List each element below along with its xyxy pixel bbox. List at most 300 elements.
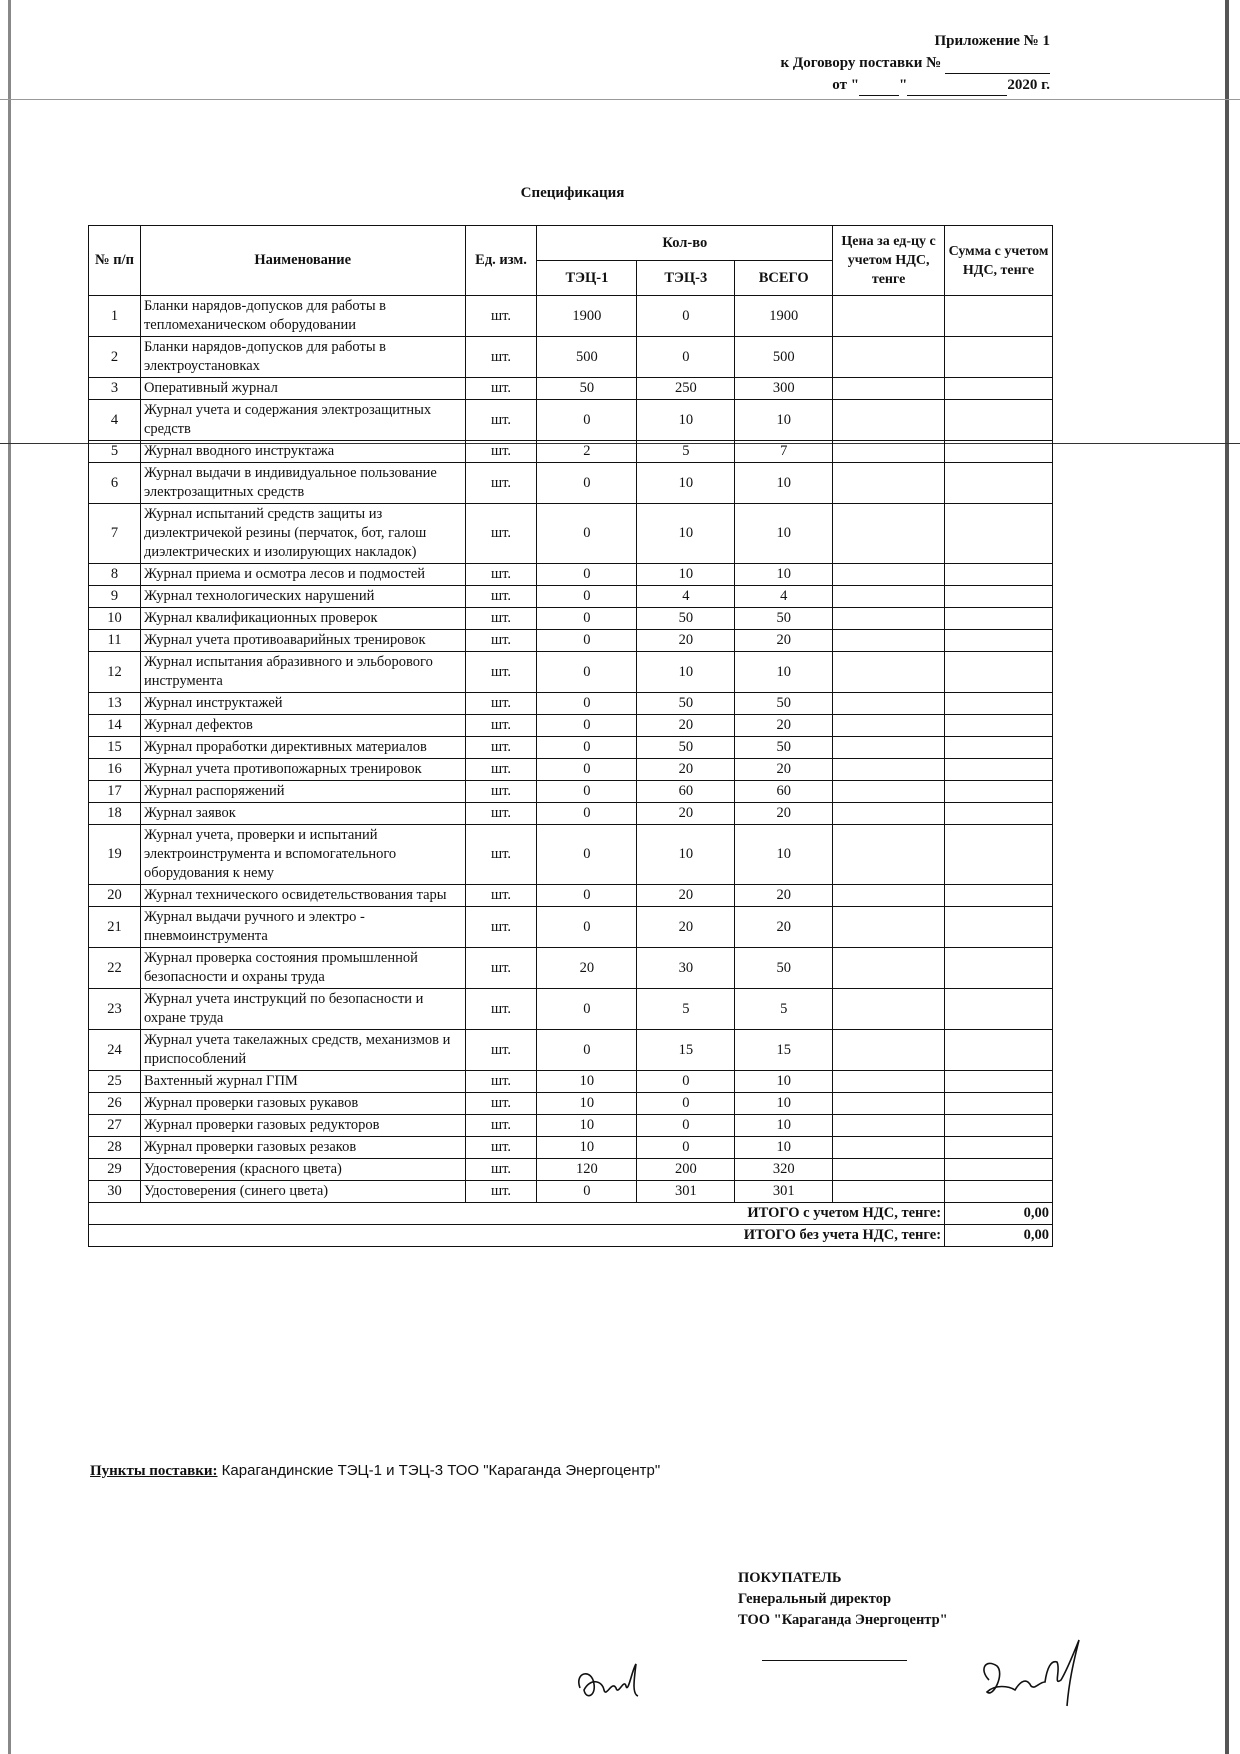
row-qty-tec1: 0	[537, 630, 637, 652]
row-number: 27	[89, 1115, 141, 1137]
row-qty-tec1: 10	[537, 1071, 637, 1093]
row-qty-total: 10	[735, 504, 833, 564]
row-sum	[945, 296, 1053, 337]
row-price	[833, 781, 945, 803]
row-name: Журнал учета, проверки и испытаний электроинструмента и вспомогательного оборудования к нему	[140, 825, 465, 885]
row-qty-tec3: 10	[637, 564, 735, 586]
row-number: 29	[89, 1159, 141, 1181]
row-price	[833, 441, 945, 463]
row-number: 12	[89, 652, 141, 693]
row-qty-tec1: 10	[537, 1115, 637, 1137]
row-qty-total: 20	[735, 715, 833, 737]
col-header-total: ВСЕГО	[735, 261, 833, 296]
col-header-price: Цена за ед-цу с учетом НДС, тенге	[833, 226, 945, 296]
row-name: Журнал испытаний средств защиты из диэлектричекой резины (перчаток, бот, галош диэлектрических и изолирующих накладок)	[140, 504, 465, 564]
row-qty-tec3: 15	[637, 1030, 735, 1071]
row-sum	[945, 652, 1053, 693]
row-qty-total: 10	[735, 400, 833, 441]
col-header-unit: Ед. изм.	[465, 226, 537, 296]
row-unit: шт.	[465, 759, 537, 781]
table-row	[89, 885, 1053, 907]
row-qty-total: 10	[735, 1137, 833, 1159]
row-sum	[945, 1030, 1053, 1071]
total-without-vat-value: 0,00	[945, 1225, 1053, 1247]
row-number: 19	[89, 825, 141, 885]
col-header-tec1: ТЭЦ-1	[537, 261, 637, 296]
row-number: 17	[89, 781, 141, 803]
row-sum	[945, 1137, 1053, 1159]
row-price	[833, 825, 945, 885]
row-number: 8	[89, 564, 141, 586]
row-name: Журнал проверки газовых редукторов	[140, 1115, 465, 1137]
row-sum	[945, 400, 1053, 441]
table-row	[89, 1159, 1053, 1181]
row-qty-tec3: 0	[637, 296, 735, 337]
row-sum	[945, 608, 1053, 630]
row-qty-tec3: 50	[637, 737, 735, 759]
row-number: 24	[89, 1030, 141, 1071]
table-row	[89, 948, 1053, 989]
row-price	[833, 803, 945, 825]
row-sum	[945, 441, 1053, 463]
scan-margin-left	[8, 0, 11, 1754]
row-qty-tec1: 0	[537, 564, 637, 586]
table-row	[89, 989, 1053, 1030]
table-row	[89, 693, 1053, 715]
row-qty-tec3: 10	[637, 463, 735, 504]
row-number: 15	[89, 737, 141, 759]
row-qty-total: 20	[735, 630, 833, 652]
row-unit: шт.	[465, 504, 537, 564]
row-qty-tec3: 10	[637, 825, 735, 885]
row-unit: шт.	[465, 608, 537, 630]
row-number: 7	[89, 504, 141, 564]
row-qty-total: 20	[735, 803, 833, 825]
col-header-name: Наименование	[140, 226, 465, 296]
table-row	[89, 463, 1053, 504]
row-price	[833, 504, 945, 564]
row-number: 25	[89, 1071, 141, 1093]
row-number: 28	[89, 1137, 141, 1159]
row-number: 18	[89, 803, 141, 825]
row-price	[833, 463, 945, 504]
table-row	[89, 803, 1053, 825]
row-unit: шт.	[465, 948, 537, 989]
row-name: Удостоверения (синего цвета)	[140, 1181, 465, 1203]
row-number: 4	[89, 400, 141, 441]
scan-margin-right	[1225, 0, 1229, 1754]
document-title: Спецификация	[520, 185, 625, 201]
row-qty-total: 5	[735, 989, 833, 1030]
delivery-points	[90, 1462, 660, 1480]
row-qty-tec3: 60	[637, 781, 735, 803]
table-row	[89, 1071, 1053, 1093]
row-unit: шт.	[465, 1071, 537, 1093]
signature-line-gap	[742, 1660, 762, 1663]
row-name: Журнал учета противопожарных тренировок	[140, 759, 465, 781]
row-name: Журнал технического освидетельствования тары	[140, 885, 465, 907]
row-qty-tec3: 20	[637, 885, 735, 907]
row-name: Журнал проработки директивных материалов	[140, 737, 465, 759]
row-qty-tec1: 0	[537, 825, 637, 885]
row-name: Журнал проверка состояния промышленной безопасности и охраны труда	[140, 948, 465, 989]
row-price	[833, 337, 945, 378]
total-with-vat-label: ИТОГО с учетом НДС, тенге:	[89, 1203, 945, 1225]
delivery-text: Карагандинские ТЭЦ-1 и ТЭЦ-3 ТОО "Караганда Энергоцентр"	[217, 1462, 661, 1479]
row-sum	[945, 1071, 1053, 1093]
row-qty-tec3: 30	[637, 948, 735, 989]
row-qty-tec1: 0	[537, 463, 637, 504]
row-name: Журнал заявок	[140, 803, 465, 825]
row-price	[833, 737, 945, 759]
row-unit: шт.	[465, 1159, 537, 1181]
row-unit: шт.	[465, 400, 537, 441]
row-qty-tec1: 50	[537, 378, 637, 400]
row-name: Журнал испытания абразивного и эльборового инструмента	[140, 652, 465, 693]
row-name: Оперативный журнал	[140, 378, 465, 400]
row-number: 1	[89, 296, 141, 337]
row-qty-tec3: 20	[637, 715, 735, 737]
row-unit: шт.	[465, 1093, 537, 1115]
row-qty-total: 50	[735, 737, 833, 759]
row-number: 2	[89, 337, 141, 378]
specification-table	[88, 225, 1053, 1247]
row-price	[833, 296, 945, 337]
row-price	[833, 1159, 945, 1181]
row-price	[833, 907, 945, 948]
row-qty-tec1: 0	[537, 989, 637, 1030]
table-row	[89, 441, 1053, 463]
contract-ref: к Договору поставки №	[781, 52, 1050, 74]
row-name: Удостоверения (красного цвета)	[140, 1159, 465, 1181]
row-unit: шт.	[465, 652, 537, 693]
row-qty-tec1: 120	[537, 1159, 637, 1181]
row-qty-tec3: 50	[637, 693, 735, 715]
row-sum	[945, 907, 1053, 948]
row-qty-tec1: 0	[537, 885, 637, 907]
row-qty-tec1: 0	[537, 715, 637, 737]
table-row	[89, 825, 1053, 885]
row-unit: шт.	[465, 825, 537, 885]
row-price	[833, 630, 945, 652]
table-row	[89, 608, 1053, 630]
row-name: Вахтенный журнал ГПМ	[140, 1071, 465, 1093]
table-row	[89, 737, 1053, 759]
row-name: Журнал учета такелажных средств, механизмов и приспособлений	[140, 1030, 465, 1071]
row-unit: шт.	[465, 885, 537, 907]
row-qty-total: 10	[735, 564, 833, 586]
signature-line	[742, 1660, 907, 1661]
row-unit: шт.	[465, 630, 537, 652]
row-number: 22	[89, 948, 141, 989]
row-sum	[945, 825, 1053, 885]
row-qty-total: 20	[735, 759, 833, 781]
total-without-vat-row	[89, 1225, 1053, 1247]
row-name: Журнал проверки газовых рукавов	[140, 1093, 465, 1115]
row-qty-tec3: 4	[637, 586, 735, 608]
row-name: Журнал учета и содержания электрозащитных средств	[140, 400, 465, 441]
table-row	[89, 337, 1053, 378]
row-qty-total: 1900	[735, 296, 833, 337]
table-row	[89, 1181, 1053, 1203]
row-qty-tec1: 0	[537, 781, 637, 803]
row-sum	[945, 1159, 1053, 1181]
row-qty-total: 500	[735, 337, 833, 378]
row-price	[833, 1093, 945, 1115]
row-unit: шт.	[465, 803, 537, 825]
row-qty-total: 50	[735, 608, 833, 630]
row-qty-tec1: 500	[537, 337, 637, 378]
row-qty-total: 50	[735, 693, 833, 715]
row-qty-total: 20	[735, 907, 833, 948]
row-qty-tec3: 10	[637, 652, 735, 693]
row-qty-total: 300	[735, 378, 833, 400]
row-qty-tec1: 20	[537, 948, 637, 989]
row-unit: шт.	[465, 781, 537, 803]
row-qty-tec3: 0	[637, 1115, 735, 1137]
row-qty-tec1: 10	[537, 1137, 637, 1159]
row-sum	[945, 1181, 1053, 1203]
row-number: 26	[89, 1093, 141, 1115]
row-number: 20	[89, 885, 141, 907]
row-number: 9	[89, 586, 141, 608]
table-row	[89, 564, 1053, 586]
row-qty-tec3: 200	[637, 1159, 735, 1181]
row-qty-tec3: 0	[637, 337, 735, 378]
row-name: Бланки нарядов-допусков для работы в тепломеханическом оборудовании	[140, 296, 465, 337]
director-signature	[975, 1620, 1105, 1715]
table-row	[89, 652, 1053, 693]
buyer-block	[738, 1568, 948, 1631]
row-qty-total: 20	[735, 885, 833, 907]
row-qty-tec1: 0	[537, 759, 637, 781]
row-name: Журнал вводного инструктажа	[140, 441, 465, 463]
row-qty-total: 10	[735, 463, 833, 504]
row-qty-tec1: 0	[537, 504, 637, 564]
row-sum	[945, 715, 1053, 737]
row-qty-total: 4	[735, 586, 833, 608]
row-name: Журнал приема и осмотра лесов и подмостей	[140, 564, 465, 586]
row-sum	[945, 759, 1053, 781]
table-row	[89, 1115, 1053, 1137]
row-unit: шт.	[465, 378, 537, 400]
row-qty-tec1: 0	[537, 907, 637, 948]
row-qty-total: 320	[735, 1159, 833, 1181]
row-price	[833, 1071, 945, 1093]
table-row	[89, 296, 1053, 337]
row-qty-tec1: 0	[537, 693, 637, 715]
row-sum	[945, 564, 1053, 586]
row-sum	[945, 948, 1053, 989]
contract-date: от " " 2020 г.	[781, 74, 1050, 96]
row-price	[833, 1030, 945, 1071]
row-unit: шт.	[465, 1181, 537, 1203]
row-sum	[945, 1115, 1053, 1137]
row-qty-tec3: 50	[637, 608, 735, 630]
buyer-position: Генеральный директор	[738, 1591, 892, 1607]
row-number: 16	[89, 759, 141, 781]
row-sum	[945, 737, 1053, 759]
appendix-label: Приложение № 1	[934, 33, 1050, 49]
row-number: 10	[89, 608, 141, 630]
row-qty-tec1: 0	[537, 400, 637, 441]
row-qty-tec1: 10	[537, 1093, 637, 1115]
row-qty-tec3: 0	[637, 1071, 735, 1093]
row-sum	[945, 378, 1053, 400]
row-price	[833, 715, 945, 737]
row-unit: шт.	[465, 1137, 537, 1159]
row-qty-tec3: 10	[637, 504, 735, 564]
table-row	[89, 1030, 1053, 1071]
row-price	[833, 652, 945, 693]
row-sum	[945, 989, 1053, 1030]
row-qty-total: 10	[735, 1093, 833, 1115]
row-qty-tec3: 250	[637, 378, 735, 400]
row-unit: шт.	[465, 907, 537, 948]
row-sum	[945, 803, 1053, 825]
row-name: Журнал учета инструкций по безопасности и охране труда	[140, 989, 465, 1030]
table-row	[89, 781, 1053, 803]
row-unit: шт.	[465, 337, 537, 378]
row-qty-tec1: 0	[537, 803, 637, 825]
row-qty-total: 10	[735, 825, 833, 885]
row-name: Журнал инструктажей	[140, 693, 465, 715]
table-row	[89, 1137, 1053, 1159]
table-row	[89, 504, 1053, 564]
total-with-vat-value: 0,00	[945, 1203, 1053, 1225]
row-number: 14	[89, 715, 141, 737]
row-unit: шт.	[465, 693, 537, 715]
row-qty-total: 7	[735, 441, 833, 463]
row-sum	[945, 504, 1053, 564]
row-name: Журнал распоряжений	[140, 781, 465, 803]
row-sum	[945, 337, 1053, 378]
row-qty-total: 60	[735, 781, 833, 803]
row-price	[833, 378, 945, 400]
row-qty-total: 301	[735, 1181, 833, 1203]
row-number: 13	[89, 693, 141, 715]
row-unit: шт.	[465, 296, 537, 337]
row-name: Журнал проверки газовых резаков	[140, 1137, 465, 1159]
row-qty-tec3: 20	[637, 630, 735, 652]
row-price	[833, 564, 945, 586]
row-name: Журнал выдачи ручного и электро - пневмоинструмента	[140, 907, 465, 948]
row-unit: шт.	[465, 1030, 537, 1071]
table-row	[89, 630, 1053, 652]
row-price	[833, 693, 945, 715]
row-number: 5	[89, 441, 141, 463]
row-qty-tec3: 0	[637, 1137, 735, 1159]
scan-fold-line-top	[0, 99, 1240, 100]
row-price	[833, 989, 945, 1030]
row-qty-tec1: 0	[537, 652, 637, 693]
row-unit: шт.	[465, 737, 537, 759]
row-number: 6	[89, 463, 141, 504]
row-qty-tec3: 20	[637, 907, 735, 948]
row-qty-tec1: 0	[537, 608, 637, 630]
row-qty-tec1: 0	[537, 586, 637, 608]
row-qty-tec3: 20	[637, 759, 735, 781]
row-number: 11	[89, 630, 141, 652]
row-unit: шт.	[465, 463, 537, 504]
row-number: 30	[89, 1181, 141, 1203]
row-qty-tec1: 0	[537, 737, 637, 759]
table-header-row	[89, 226, 1053, 261]
row-qty-tec3: 5	[637, 441, 735, 463]
col-header-num: № п/п	[89, 226, 141, 296]
row-unit: шт.	[465, 586, 537, 608]
buyer-title: ПОКУПАТЕЛЬ	[738, 1570, 842, 1586]
table-row	[89, 715, 1053, 737]
row-price	[833, 1115, 945, 1137]
row-qty-total: 50	[735, 948, 833, 989]
row-qty-tec3: 10	[637, 400, 735, 441]
total-with-vat-row	[89, 1203, 1053, 1225]
row-sum	[945, 885, 1053, 907]
row-unit: шт.	[465, 564, 537, 586]
row-price	[833, 586, 945, 608]
row-unit: шт.	[465, 715, 537, 737]
table-row	[89, 907, 1053, 948]
table-row	[89, 400, 1053, 441]
row-name: Журнал учета противоаварийных тренировок	[140, 630, 465, 652]
row-name: Журнал технологических нарушений	[140, 586, 465, 608]
row-sum	[945, 693, 1053, 715]
row-sum	[945, 781, 1053, 803]
row-name: Бланки нарядов-допусков для работы в электроустановках	[140, 337, 465, 378]
table-row	[89, 1093, 1053, 1115]
table-row	[89, 378, 1053, 400]
row-qty-total: 10	[735, 652, 833, 693]
row-name: Журнал выдачи в индивидуальное пользование электрозащитных средств	[140, 463, 465, 504]
row-number: 21	[89, 907, 141, 948]
row-qty-total: 10	[735, 1115, 833, 1137]
row-qty-tec3: 0	[637, 1093, 735, 1115]
buyer-company: ТОО "Караганда Энергоцентр"	[738, 1612, 948, 1628]
document-header	[781, 30, 1050, 96]
row-qty-tec1: 1900	[537, 296, 637, 337]
row-unit: шт.	[465, 989, 537, 1030]
row-price	[833, 948, 945, 989]
row-sum	[945, 463, 1053, 504]
row-unit: шт.	[465, 441, 537, 463]
row-number: 3	[89, 378, 141, 400]
row-qty-total: 15	[735, 1030, 833, 1071]
row-qty-tec1: 2	[537, 441, 637, 463]
row-qty-tec1: 0	[537, 1030, 637, 1071]
row-price	[833, 400, 945, 441]
row-qty-tec3: 301	[637, 1181, 735, 1203]
row-price	[833, 885, 945, 907]
row-price	[833, 1181, 945, 1203]
table-row	[89, 586, 1053, 608]
row-sum	[945, 630, 1053, 652]
row-price	[833, 759, 945, 781]
initials-signature	[572, 1650, 652, 1710]
row-qty-total: 10	[735, 1071, 833, 1093]
row-sum	[945, 586, 1053, 608]
delivery-label: Пункты поставки:	[90, 1463, 218, 1479]
row-name: Журнал квалификационных проверок	[140, 608, 465, 630]
row-number: 23	[89, 989, 141, 1030]
row-sum	[945, 1093, 1053, 1115]
total-without-vat-label: ИТОГО без учета НДС, тенге:	[89, 1225, 945, 1247]
row-name: Журнал дефектов	[140, 715, 465, 737]
row-price	[833, 608, 945, 630]
col-header-tec3: ТЭЦ-3	[637, 261, 735, 296]
row-qty-tec3: 20	[637, 803, 735, 825]
row-price	[833, 1137, 945, 1159]
